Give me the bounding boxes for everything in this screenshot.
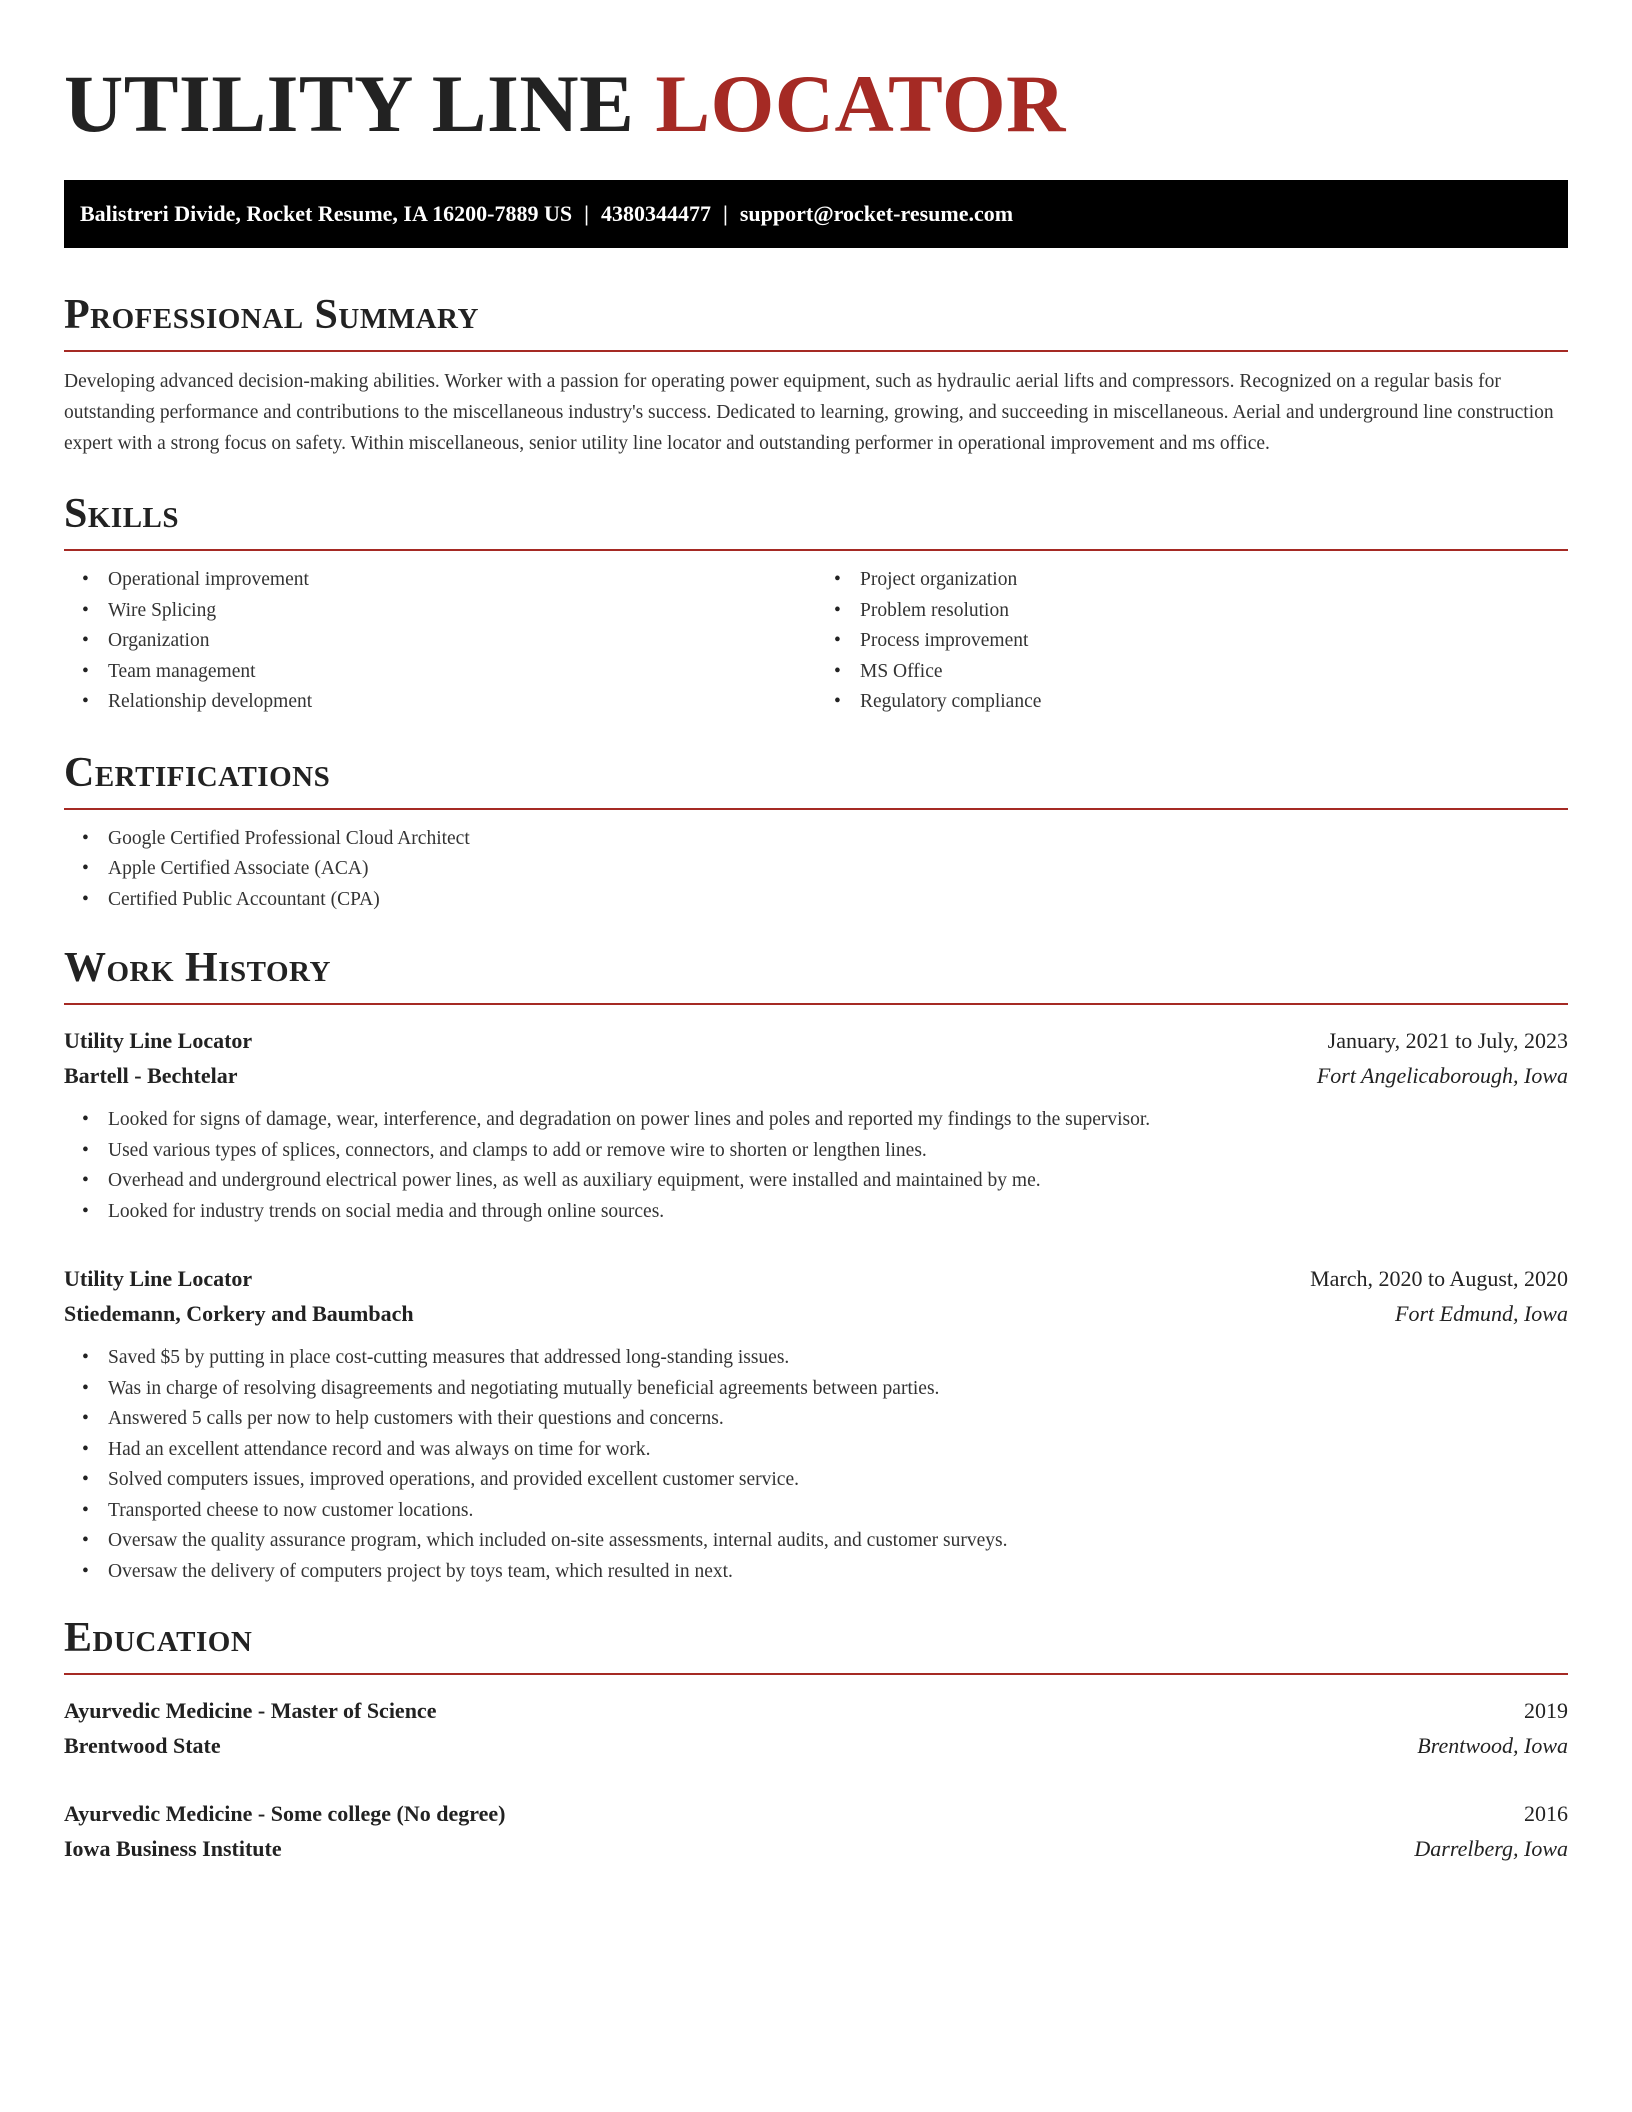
education-header-row	[64, 1796, 1568, 1831]
section-divider	[64, 808, 1568, 810]
job-duty-item: • Looked for industry trends on social media and through online sources.	[108, 1197, 1568, 1228]
certification-item: • Google Certified Professional Cloud Architect	[108, 824, 1568, 855]
job-duty-item: • Saved $5 by putting in place cost-cutting measures that addressed long-standing issues.	[108, 1343, 1568, 1374]
contact-separator: |	[722, 201, 728, 226]
education-location: Brentwood, Iowa	[1417, 1733, 1568, 1758]
skill-item: • Process improvement	[860, 626, 1568, 657]
job-company: Stiedemann, Corkery and Baumbach	[64, 1301, 414, 1326]
job-duty-item: • Solved computers issues, improved operations, and provided excellent customer service.	[108, 1465, 1568, 1496]
education-location: Darrelberg, Iowa	[1414, 1836, 1568, 1861]
education-year: 2016	[1524, 1801, 1568, 1826]
job-entry	[64, 1261, 1568, 1587]
job-duty-item: • Was in charge of resolving disagreements and negotiating mutually beneficial agreements between parties.	[108, 1374, 1568, 1405]
job-duty-item: • Answered 5 calls per now to help customers with their questions and concerns.	[108, 1404, 1568, 1435]
job-duty-item: • Looked for signs of damage, wear, interference, and degradation on power lines and poles and reported my findings to the supervisor.	[108, 1105, 1568, 1136]
certification-item: • Apple Certified Associate (ACA)	[108, 854, 1568, 885]
job-company-row	[64, 1296, 1568, 1331]
education-year: 2019	[1524, 1698, 1568, 1723]
job-dates: March, 2020 to August, 2020	[1310, 1266, 1568, 1291]
contact-address: Balistreri Divide, Rocket Resume, IA 16200-7889 US	[80, 201, 573, 226]
job-header-row	[64, 1023, 1568, 1058]
section-divider	[64, 549, 1568, 551]
section-title-summary: Professional Summary	[64, 292, 479, 338]
education-degree: Ayurvedic Medicine - Some college (No degree)	[64, 1801, 506, 1826]
job-duty-item: • Had an excellent attendance record and was always on time for work.	[108, 1435, 1568, 1466]
skills-section	[64, 489, 1568, 718]
skill-item: • Wire Splicing	[108, 596, 816, 627]
education-degree: Ayurvedic Medicine - Master of Science	[64, 1698, 437, 1723]
contact-phone: 4380344477	[600, 201, 711, 226]
job-position: Utility Line Locator	[64, 1266, 253, 1291]
work-history-section	[64, 943, 1568, 1587]
name-accent: LOCATOR	[655, 58, 1066, 149]
skills-columns	[64, 565, 1568, 718]
job-position: Utility Line Locator	[64, 1028, 253, 1053]
job-duty-item: • Overhead and underground electrical power lines, as well as auxiliary equipment, were installed and maintained by me.	[108, 1166, 1568, 1197]
job-duty-item: • Oversaw the delivery of computers project by toys team, which resulted in next.	[108, 1557, 1568, 1588]
job-location: Fort Edmund, Iowa	[1395, 1301, 1568, 1326]
skill-item: • Project organization	[860, 565, 1568, 596]
job-duty-item: • Used various types of splices, connectors, and clamps to add or remove wire to shorten or lengthen lines.	[108, 1136, 1568, 1167]
skill-item: • MS Office	[860, 657, 1568, 688]
contact-separator: |	[584, 201, 589, 226]
job-duties-list	[64, 1105, 1568, 1227]
job-header-row	[64, 1261, 1568, 1296]
job-duty-item: • Transported cheese to now customer locations.	[108, 1496, 1568, 1527]
job-dates: January, 2021 to July, 2023	[1327, 1028, 1568, 1053]
education-school-row	[64, 1831, 1568, 1866]
education-entry	[64, 1693, 1568, 1763]
job-duties-list	[64, 1343, 1568, 1587]
skill-item: • Relationship development	[108, 687, 816, 718]
job-location: Fort Angelicaborough, Iowa	[1316, 1063, 1568, 1088]
contact-email: support@rocket-resume.com	[739, 201, 1014, 226]
certifications-list	[64, 824, 1568, 916]
certifications-section	[64, 748, 1568, 916]
education-school: Iowa Business Institute	[64, 1836, 282, 1861]
education-entry	[64, 1796, 1568, 1866]
section-title-certifications: Certifications	[64, 749, 331, 796]
job-entry	[64, 1023, 1568, 1227]
skills-list-right	[816, 565, 1568, 718]
education-school-row	[64, 1728, 1568, 1763]
section-divider	[64, 1673, 1568, 1675]
resume-name	[64, 0, 1568, 150]
education-header-row	[64, 1693, 1568, 1728]
section-title-skills: Skills	[64, 491, 180, 537]
summary-section	[64, 290, 1568, 459]
section-divider	[64, 1003, 1568, 1005]
job-company: Bartell - Bechtelar	[64, 1063, 238, 1088]
section-title-work-history: Work History	[64, 945, 331, 991]
skill-item: • Problem resolution	[860, 596, 1568, 627]
name-main: UTILITY LINE	[64, 58, 635, 149]
section-title-education: Education	[64, 1615, 253, 1661]
summary-text: Developing advanced decision-making abilities. Worker with a passion for operating power equipment, such as hydraulic aerial lifts and compressors. Recognized on a regular basis for outstanding performance and contributions to the miscellaneous industry's success. Dedicated to learning, growing, and succeeding in miscellaneous. Aerial and underground line construction expert with a strong focus on safety. Within miscellaneous, senior utility line locator and outstanding performer in operational improvement and ms office.	[64, 371, 1554, 454]
certification-item: • Certified Public Accountant (CPA)	[108, 885, 1568, 916]
job-duty-item: • Oversaw the quality assurance program, which included on-site assessments, internal audits, and customer surveys.	[108, 1526, 1568, 1557]
skill-item: • Regulatory compliance	[860, 687, 1568, 718]
contact-bar	[64, 180, 1568, 248]
skill-item: • Team management	[108, 657, 816, 688]
education-school: Brentwood State	[64, 1733, 221, 1758]
job-company-row	[64, 1058, 1568, 1093]
section-divider	[64, 350, 1568, 352]
skill-item: • Operational improvement	[108, 565, 816, 596]
skill-item: • Organization	[108, 626, 816, 657]
skills-list-left	[64, 565, 816, 718]
education-section	[64, 1613, 1568, 1866]
